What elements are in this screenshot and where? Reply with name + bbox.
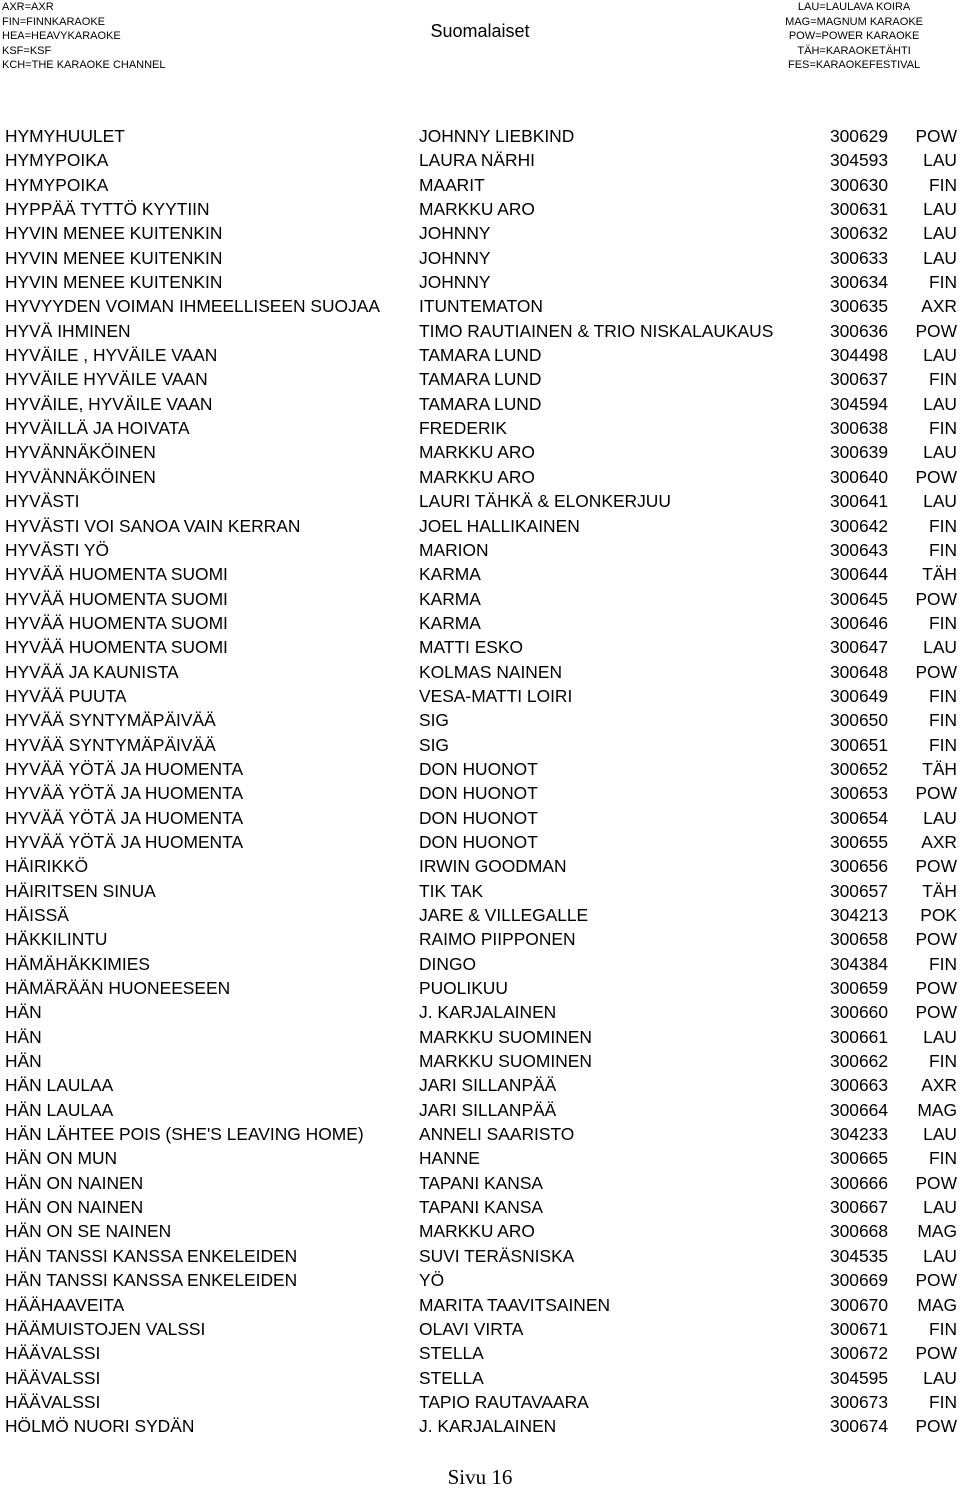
song-artist: OLAVI VIRTA: [419, 1318, 524, 1339]
song-source: POW: [915, 929, 957, 950]
song-row: [0, 903, 960, 927]
song-source: POW: [915, 466, 957, 487]
song-title: HYMYPOIKA: [5, 150, 109, 171]
song-source: FIN: [928, 1318, 957, 1339]
legend-entry: FES=KARAOKEFESTIVAL: [788, 59, 921, 72]
song-artist: SIG: [419, 710, 449, 731]
song-code: 300668: [829, 1221, 888, 1242]
song-row: [0, 465, 960, 489]
song-row: [0, 587, 960, 611]
legend-entry: MAG=MAGNUM KARAOKE: [785, 15, 923, 28]
song-artist: TAPANI KANSA: [419, 1172, 544, 1193]
song-title: HÄÄVALSSI: [5, 1391, 101, 1412]
song-source: FIN: [928, 539, 957, 560]
song-artist: LAURA NÄRHI: [419, 150, 535, 171]
song-title: HÄN TANSSI KANSSA ENKELEIDEN: [5, 1270, 298, 1291]
song-row: [0, 733, 960, 757]
song-artist: TIMO RAUTIAINEN & TRIO NISKALAUKAUS: [419, 320, 774, 341]
song-code: 300637: [829, 369, 888, 390]
song-row: [0, 1195, 960, 1219]
song-code: 300654: [829, 807, 888, 828]
song-code: 300659: [829, 978, 888, 999]
song-source: LAU: [923, 637, 957, 658]
song-row: [0, 1219, 960, 1243]
song-code: 300661: [829, 1026, 888, 1047]
song-code: 300646: [829, 612, 888, 633]
song-code: 300671: [829, 1318, 888, 1339]
song-list: [0, 124, 960, 1439]
song-row: [0, 294, 960, 318]
song-code: 300640: [829, 466, 888, 487]
song-artist: KOLMAS NAINEN: [419, 661, 563, 682]
song-code: 300663: [829, 1075, 888, 1096]
song-title: HYVÄÄ YÖTÄ JA HUOMENTA: [5, 807, 244, 828]
song-code: 304384: [829, 953, 888, 974]
song-title: HYVÄÄ YÖTÄ JA HUOMENTA: [5, 758, 244, 779]
song-title: HÄÄVALSSI: [5, 1367, 101, 1388]
song-source: LAU: [923, 491, 957, 512]
song-title: HÄMÄRÄÄN HUONEESEEN: [5, 978, 231, 999]
song-code: 300633: [829, 247, 888, 268]
song-artist: MARKKU ARO: [419, 466, 535, 487]
song-title: HYPPÄÄ TYTTÖ KYYTIIN: [5, 199, 210, 220]
song-artist: TAMARA LUND: [419, 345, 542, 366]
song-code: 300635: [829, 296, 888, 317]
song-code: 300652: [829, 758, 888, 779]
song-source: LAU: [923, 393, 957, 414]
song-row: [0, 367, 960, 391]
song-row: [0, 1317, 960, 1341]
song-title: HÄIRIKKÖ: [5, 856, 89, 877]
legend-entry: AXR=AXR: [2, 1, 54, 13]
song-code: 300666: [829, 1172, 888, 1193]
song-source: FIN: [928, 272, 957, 293]
song-title: HÄÄHAAVEITA: [5, 1294, 125, 1315]
song-code: 304498: [829, 345, 888, 366]
song-code: 300656: [829, 856, 888, 877]
song-code: 300643: [829, 539, 888, 560]
song-title: HYVÄÄ YÖTÄ JA HUOMENTA: [5, 831, 244, 852]
song-source: LAU: [923, 442, 957, 463]
song-title: HYMYHUULET: [5, 126, 125, 146]
song-row: [0, 684, 960, 708]
song-artist: TAPANI KANSA: [419, 1197, 544, 1218]
song-source: LAU: [923, 247, 957, 268]
song-row: [0, 416, 960, 440]
song-code: 300651: [829, 734, 888, 755]
song-source: TÄH: [922, 880, 957, 901]
song-artist: STELLA: [419, 1367, 484, 1388]
song-code: 300665: [829, 1148, 888, 1169]
song-artist: JARI SILLANPÄÄ: [419, 1099, 557, 1120]
song-title: HÄISSÄ: [5, 905, 69, 925]
song-artist: PUOLIKUU: [419, 978, 508, 999]
song-row: [0, 1025, 960, 1049]
song-source: TÄH: [922, 758, 957, 779]
song-artist: MARITA TAAVITSAINEN: [419, 1294, 611, 1315]
page-title: Suomalaiset: [430, 21, 530, 41]
song-row: [0, 952, 960, 976]
song-code: 300667: [829, 1197, 888, 1218]
song-row: [0, 879, 960, 903]
song-source: LAU: [923, 1367, 957, 1388]
song-artist: JOHNNY: [419, 223, 491, 244]
song-artist: YÖ: [419, 1270, 445, 1291]
song-title: HÄN TANSSI KANSSA ENKELEIDEN: [5, 1245, 298, 1266]
song-row: [0, 148, 960, 172]
song-code: 300672: [829, 1343, 888, 1364]
song-code: 300655: [829, 831, 888, 852]
song-artist: RAIMO PIIPPONEN: [419, 929, 576, 950]
song-artist: SIG: [419, 734, 449, 755]
song-code: 300638: [829, 418, 888, 439]
song-source: FIN: [928, 174, 957, 195]
song-artist: TIK TAK: [419, 880, 484, 901]
song-artist: MARKKU SUOMINEN: [419, 1051, 592, 1072]
song-source: FIN: [928, 515, 957, 536]
song-title: HÄN ON NAINEN: [5, 1172, 144, 1193]
legend-entry: LAU=LAULAVA KOIRA: [797, 1, 911, 13]
song-code: 300634: [829, 272, 888, 293]
song-code: 300660: [829, 1002, 888, 1023]
legend-entry: HEA=HEAVYKARAOKE: [2, 30, 121, 43]
song-artist: ANNELI SAARISTO: [419, 1124, 575, 1145]
song-title: HÄN ON SE NAINEN: [5, 1221, 172, 1242]
song-title: HÄÄMUISTOJEN VALSSI: [5, 1318, 206, 1339]
song-title: HYVÄÄ HUOMENTA SUOMI: [5, 612, 228, 633]
song-title: HYVÄILLÄ JA HOIVATA: [5, 418, 190, 439]
song-code: 300632: [829, 223, 888, 244]
song-code: 300648: [829, 661, 888, 682]
song-title: HYVIN MENEE KUITENKIN: [5, 272, 223, 293]
song-code: 300629: [829, 126, 888, 146]
song-source: POW: [915, 126, 957, 146]
song-source: TÄH: [922, 564, 957, 585]
song-row: [0, 611, 960, 635]
song-title: HYVIN MENEE KUITENKIN: [5, 247, 223, 268]
song-title: HÄN ON NAINEN: [5, 1197, 144, 1218]
song-row: [0, 757, 960, 781]
song-code: 300674: [829, 1416, 888, 1437]
song-title: HYVIN MENEE KUITENKIN: [5, 223, 223, 244]
song-source: AXR: [921, 296, 957, 317]
song-artist: MARION: [419, 539, 489, 560]
song-row: [0, 270, 960, 294]
song-source: MAG: [917, 1099, 957, 1120]
song-title: HYVÄÄ JA KAUNISTA: [5, 661, 179, 682]
song-artist: MATTI ESKO: [419, 637, 524, 658]
song-code: 304535: [829, 1245, 888, 1266]
song-code: 304594: [829, 393, 888, 414]
song-code: 300645: [829, 588, 888, 609]
song-source: POW: [915, 1270, 957, 1291]
song-title: HYVÄÄ YÖTÄ JA HUOMENTA: [5, 783, 244, 804]
song-source: POK: [920, 905, 957, 925]
song-artist: HANNE: [419, 1148, 480, 1169]
song-title: HÄN: [5, 1002, 42, 1023]
song-artist: JOEL HALLIKAINEN: [419, 515, 580, 536]
song-artist: JOHNNY: [419, 247, 491, 268]
song-title: HYVÄÄ SYNTYMÄPÄIVÄÄ: [5, 734, 216, 755]
song-source: POW: [915, 1343, 957, 1364]
song-title: HÄÄVALSSI: [5, 1343, 101, 1364]
song-title: HÖLMÖ NUORI SYDÄN: [5, 1416, 195, 1437]
song-source: MAG: [917, 1294, 957, 1315]
song-title: HYVÄSTI YÖ: [5, 539, 110, 560]
song-row: [0, 1049, 960, 1073]
song-row: [0, 173, 960, 197]
song-row: [0, 927, 960, 951]
song-row: [0, 976, 960, 1000]
song-code: 300641: [829, 491, 888, 512]
song-code: 304213: [829, 905, 888, 925]
legend-entry: FIN=FINNKARAOKE: [2, 15, 105, 28]
song-artist: VESA-MATTI LOIRI: [419, 685, 573, 706]
song-row: [0, 489, 960, 513]
song-artist: J. KARJALAINEN: [419, 1416, 557, 1437]
song-source: POW: [915, 588, 957, 609]
song-source: POW: [915, 1172, 957, 1193]
song-title: HYVÄÄ HUOMENTA SUOMI: [5, 637, 228, 658]
song-title: HÄN LÄHTEE POIS (SHE'S LEAVING HOME): [5, 1124, 364, 1145]
song-source: LAU: [923, 1026, 957, 1047]
song-row: [0, 660, 960, 684]
song-row: [0, 1390, 960, 1414]
song-code: 300664: [829, 1099, 888, 1120]
song-title: HYVÄNNÄKÖINEN: [5, 442, 156, 463]
song-code: 304595: [829, 1367, 888, 1388]
song-artist: IRWIN GOODMAN: [419, 856, 567, 877]
song-title: HÄN LAULAA: [5, 1099, 114, 1120]
song-row: [0, 806, 960, 830]
song-code: 304233: [829, 1124, 888, 1145]
song-title: HYVÄILE , HYVÄILE VAAN: [5, 345, 218, 366]
song-artist: JARE & VILLEGALLE: [419, 905, 589, 925]
song-source: FIN: [928, 418, 957, 439]
legend-entry: POW=POWER KARAOKE: [788, 30, 920, 43]
song-source: MAG: [917, 1221, 957, 1242]
song-artist: DINGO: [419, 953, 477, 974]
song-artist: JARI SILLANPÄÄ: [419, 1075, 557, 1096]
song-title: HYVÄILE, HYVÄILE VAAN: [5, 393, 213, 414]
song-row: [0, 221, 960, 245]
song-row: [0, 1366, 960, 1390]
song-artist: KARMA: [419, 564, 481, 585]
song-source: LAU: [923, 1197, 957, 1218]
song-row: [0, 708, 960, 732]
song-artist: JOHNNY: [419, 272, 491, 293]
song-code: 300642: [829, 515, 888, 536]
song-title: HYMYPOIKA: [5, 174, 109, 195]
song-row: [0, 1098, 960, 1122]
song-artist: DON HUONOT: [419, 807, 538, 828]
song-artist: TAMARA LUND: [419, 369, 542, 390]
song-source: POW: [915, 320, 957, 341]
page-header: [0, 0, 960, 70]
song-artist: STELLA: [419, 1343, 484, 1364]
song-source: LAU: [923, 1124, 957, 1145]
song-row: [0, 854, 960, 878]
song-code: 300644: [829, 564, 888, 585]
song-source: FIN: [928, 1391, 957, 1412]
song-source: LAU: [923, 1245, 957, 1266]
song-code: 300657: [829, 880, 888, 901]
song-row: [0, 392, 960, 416]
song-code: 300631: [829, 199, 888, 220]
legend-entry: TÄH=KARAOKETÄHTI: [797, 44, 911, 57]
song-title: HYVÄÄ HUOMENTA SUOMI: [5, 564, 228, 585]
song-artist: MAARIT: [419, 174, 485, 195]
song-row: [0, 197, 960, 221]
song-code: 300673: [829, 1391, 888, 1412]
song-title: HYVÄÄ HUOMENTA SUOMI: [5, 588, 228, 609]
song-code: 300630: [829, 174, 888, 195]
song-title: HÄN: [5, 1051, 42, 1072]
song-row: [0, 538, 960, 562]
song-source: FIN: [928, 710, 957, 731]
song-source: LAU: [923, 345, 957, 366]
song-artist: DON HUONOT: [419, 783, 538, 804]
song-artist: TAMARA LUND: [419, 393, 542, 414]
song-source: FIN: [928, 1148, 957, 1169]
song-artist: MARKKU SUOMINEN: [419, 1026, 592, 1047]
song-artist: TAPIO RAUTAVAARA: [419, 1391, 589, 1412]
song-source: FIN: [928, 734, 957, 755]
song-row: [0, 1073, 960, 1097]
song-code: 300658: [829, 929, 888, 950]
song-row: [0, 1341, 960, 1365]
song-artist: DON HUONOT: [419, 831, 538, 852]
song-code: 300662: [829, 1051, 888, 1072]
song-row: [0, 1122, 960, 1146]
song-row: [0, 1414, 960, 1438]
song-source: FIN: [928, 1051, 957, 1072]
song-code: 300639: [829, 442, 888, 463]
song-artist: MARKKU ARO: [419, 442, 535, 463]
song-artist: J. KARJALAINEN: [419, 1002, 557, 1023]
song-title: HÄN LAULAA: [5, 1075, 114, 1096]
song-source: POW: [915, 856, 957, 877]
song-code: 300636: [829, 320, 888, 341]
song-source: POW: [915, 978, 957, 999]
song-title: HYVÄNNÄKÖINEN: [5, 466, 156, 487]
song-source: FIN: [928, 685, 957, 706]
song-code: 300649: [829, 685, 888, 706]
song-row: [0, 1293, 960, 1317]
song-source: LAU: [923, 223, 957, 244]
song-title: HÄN ON MUN: [5, 1148, 118, 1169]
song-row: [0, 830, 960, 854]
song-artist: SUVI TERÄSNISKA: [419, 1245, 575, 1266]
song-title: HÄN: [5, 1026, 42, 1047]
song-source: AXR: [921, 1075, 957, 1096]
song-source: POW: [915, 783, 957, 804]
song-row: [0, 1268, 960, 1292]
song-title: HYVÄSTI: [5, 491, 80, 512]
source-legend-right: [785, 0, 923, 73]
song-artist: DON HUONOT: [419, 758, 538, 779]
song-source: POW: [915, 661, 957, 682]
song-row: [0, 1000, 960, 1024]
song-title: HYVÄÄ SYNTYMÄPÄIVÄÄ: [5, 710, 216, 731]
legend-entry: KSF=KSF: [2, 44, 52, 57]
song-code: 300669: [829, 1270, 888, 1291]
song-code: 300653: [829, 783, 888, 804]
song-artist: FREDERIK: [419, 418, 507, 439]
song-row: [0, 319, 960, 343]
song-row: [0, 562, 960, 586]
song-row: [0, 1146, 960, 1170]
legend-entry: KCH=THE KARAOKE CHANNEL: [2, 59, 166, 72]
song-artist: MARKKU ARO: [419, 1221, 535, 1242]
song-source: POW: [915, 1416, 957, 1437]
song-title: HYVÄILE HYVÄILE VAAN: [5, 369, 208, 390]
song-artist: ITUNTEMATON: [419, 296, 543, 317]
song-title: HYVÄSTI VOI SANOA VAIN KERRAN: [5, 515, 301, 536]
song-title: HYVÄ IHMINEN: [5, 320, 131, 341]
song-title: HYVÄÄ PUUTA: [5, 685, 127, 706]
song-row: [0, 343, 960, 367]
song-artist: KARMA: [419, 612, 481, 633]
song-row: [0, 1171, 960, 1195]
song-source: FIN: [928, 612, 957, 633]
song-code: 304593: [829, 150, 888, 171]
song-row: [0, 440, 960, 464]
song-code: 300650: [829, 710, 888, 731]
song-row: [0, 246, 960, 270]
song-artist: LAURI TÄHKÄ & ELONKERJUU: [419, 491, 671, 512]
song-source: FIN: [928, 369, 957, 390]
song-source: LAU: [923, 150, 957, 171]
song-source: LAU: [923, 199, 957, 220]
page-number: Sivu 16: [447, 1465, 513, 1489]
song-code: 300670: [829, 1294, 888, 1315]
song-title: HYVYYDEN VOIMAN IHMEELLISEEN SUOJAA: [5, 296, 380, 317]
song-row: [0, 124, 960, 148]
song-code: 300647: [829, 637, 888, 658]
song-title: HÄKKILINTU: [5, 929, 108, 950]
song-row: [0, 635, 960, 659]
song-source: POW: [915, 1002, 957, 1023]
song-source: FIN: [928, 953, 957, 974]
song-artist: MARKKU ARO: [419, 199, 535, 220]
song-artist: JOHNNY LIEBKIND: [419, 126, 575, 146]
song-artist: KARMA: [419, 588, 481, 609]
song-row: [0, 1244, 960, 1268]
song-source: LAU: [923, 807, 957, 828]
song-title: HÄIRITSEN SINUA: [5, 880, 156, 901]
song-row: [0, 781, 960, 805]
song-row: [0, 514, 960, 538]
song-title: HÄMÄHÄKKIMIES: [5, 953, 150, 974]
song-source: AXR: [921, 831, 957, 852]
